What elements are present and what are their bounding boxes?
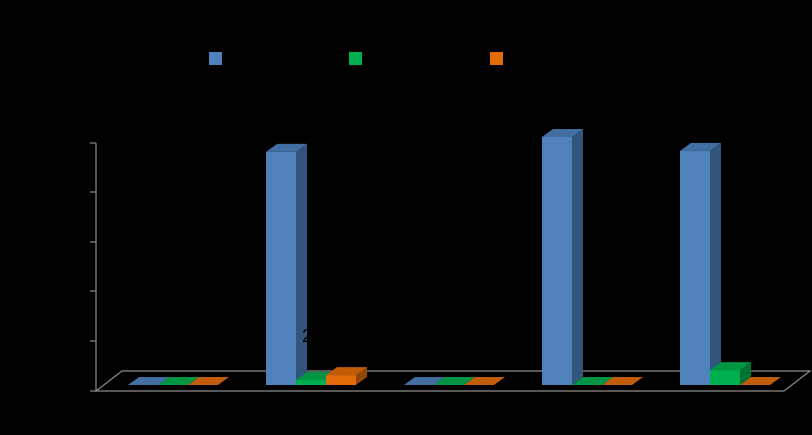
bar-front: [326, 375, 356, 385]
legend-swatch-3: [490, 52, 503, 65]
bar-c2-s1: [266, 144, 307, 385]
legend-swatch-1: [209, 52, 222, 65]
bar-front: [266, 152, 296, 385]
legend-swatch-2: [349, 52, 362, 65]
bar-front: [542, 137, 572, 385]
data-label-1: 2: [302, 326, 313, 347]
bar-c5-s1: [680, 143, 721, 385]
bar-side: [710, 143, 721, 385]
bar-front: [710, 370, 740, 385]
y-axis: [90, 143, 96, 391]
bar-front: [296, 380, 326, 385]
bar-side: [296, 144, 307, 385]
bar-c2-s3: [326, 367, 367, 385]
bar-front: [680, 151, 710, 385]
legend: [209, 52, 503, 65]
bar-side: [572, 129, 583, 385]
bar-c4-s1: [542, 129, 583, 385]
bars-group: [128, 129, 781, 385]
data-labels-group: [302, 326, 312, 346]
